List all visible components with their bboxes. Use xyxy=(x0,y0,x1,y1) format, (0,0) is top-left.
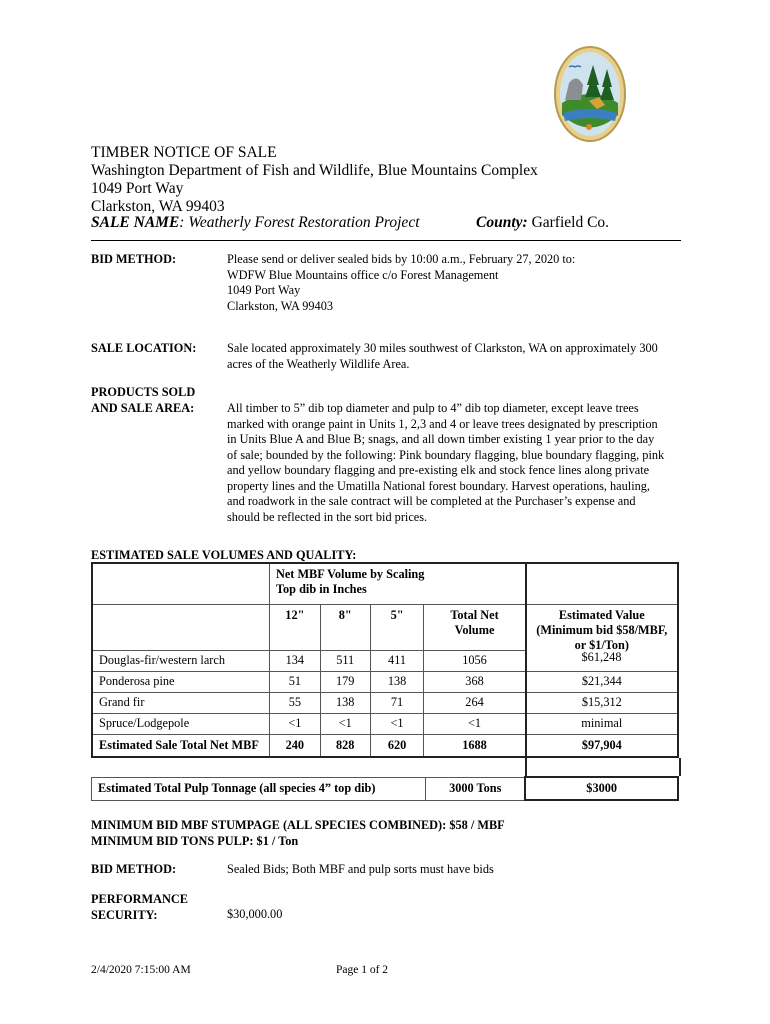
species-cell: Spruce/Lodgepole xyxy=(92,713,269,734)
county-label: County: xyxy=(476,214,528,231)
agency-city: Clarkston, WA 99403 xyxy=(91,198,225,215)
min-bid-pulp: MINIMUM BID TONS PULP: $1 / Ton xyxy=(91,834,299,848)
sale-name-value: : Weatherly Forest Restoration Project xyxy=(179,214,420,231)
products-line: property lines and the Umatilla National forest boundary. Harvest operations, hauling, xyxy=(227,478,650,493)
vol-5-cell: 138 xyxy=(370,671,424,692)
products-line: and roadwork in the sale contract will be completed at the Purchaser’s expense and xyxy=(227,494,636,508)
bid-method-2-text: Sealed Bids; Both MBF and pulp sorts must have bids xyxy=(227,862,494,876)
products-label xyxy=(91,385,195,416)
pulp-tons-cell: 3000 Tons xyxy=(426,777,526,800)
vol-5-cell: 411 xyxy=(370,650,424,671)
vol-12-cell: <1 xyxy=(269,713,320,734)
col-header-total-line: Volume xyxy=(454,622,495,637)
products-line: marked with orange paint in Units 1, 2,3 and 4 or leave trees designated by prescription xyxy=(227,416,658,431)
sale-location-line: Sale located approximately 30 miles southwest of Clarkston, WA on approximately 300 xyxy=(227,341,658,355)
volume-group-header-line: Net MBF Volume by Scaling xyxy=(275,567,425,581)
vol-8-cell: <1 xyxy=(320,713,370,734)
bid-method-label: BID METHOD: xyxy=(91,252,177,266)
table-row xyxy=(92,671,678,692)
col-header-total-line: Total Net xyxy=(450,607,499,622)
vol-5-cell: <1 xyxy=(370,713,424,734)
vol-total-cell: 368 xyxy=(424,671,526,692)
county-value: Garfield Co. xyxy=(527,214,610,231)
bid-method-2-label: BID METHOD: xyxy=(91,862,177,876)
col-header-8: 8" xyxy=(320,604,370,650)
agency-street: 1049 Port Way xyxy=(91,180,184,197)
species-cell: Ponderosa pine xyxy=(92,671,269,692)
products-line: and yellow boundary flagging and pre-existing elk and stock fence lines along private xyxy=(227,463,650,477)
products-label-line: AND SALE AREA: xyxy=(91,400,195,415)
total-12-cell: 240 xyxy=(269,734,320,757)
agency-name: Washington Department of Fish and Wildlife, Blue Mountains Complex xyxy=(91,162,538,179)
sale-location-text xyxy=(227,341,677,372)
bid-method-line: Clarkston, WA 99403 xyxy=(227,298,334,313)
value-cell: $21,344 xyxy=(526,671,678,692)
bid-method-line: WDFW Blue Mountains office c/o Forest Management xyxy=(227,267,499,282)
footer-page-number: Page 1 of 2 xyxy=(336,964,389,976)
wdfw-logo xyxy=(553,45,627,143)
performance-label-line: SECURITY: xyxy=(91,907,158,922)
pulp-label-cell: Estimated Total Pulp Tonnage (all species 4” top dib) xyxy=(92,777,426,800)
value-cell: $15,312 xyxy=(526,692,678,713)
total-value-cell: $97,904 xyxy=(526,734,678,757)
products-line: should be reflected in the sort bid prices. xyxy=(227,509,428,524)
sale-location-label: SALE LOCATION: xyxy=(91,341,197,355)
bid-method-text xyxy=(227,252,677,314)
volume-group-header xyxy=(269,563,525,604)
vol-8-cell: 138 xyxy=(320,692,370,713)
total-row xyxy=(92,734,678,757)
bid-method-line: Please send or deliver sealed bids by 10:00 a.m., February 27, 2020 to: xyxy=(227,252,576,266)
col-header-value-line: or $1/Ton) xyxy=(574,637,629,652)
sale-name-label: SALE NAME xyxy=(91,214,180,231)
total-5-cell: 620 xyxy=(370,734,424,757)
pulp-spacer xyxy=(525,758,681,776)
sale-location-line: acres of the Weatherly Wildlife Area. xyxy=(227,356,410,371)
pulp-value-cell: $3000 xyxy=(525,777,678,800)
vol-12-cell: 134 xyxy=(269,650,320,671)
table-row xyxy=(92,692,678,713)
vol-8-cell: 179 xyxy=(320,671,370,692)
vol-total-cell: 264 xyxy=(424,692,526,713)
pulp-table xyxy=(91,776,679,801)
vol-total-cell: 1056 xyxy=(424,650,526,671)
sale-name xyxy=(91,214,420,232)
value-cell: minimal xyxy=(526,713,678,734)
col-header-value-line: Estimated Value xyxy=(558,607,645,622)
notice-title: TIMBER NOTICE OF SALE xyxy=(91,144,277,161)
species-cell: Douglas-fir/western larch xyxy=(92,650,269,671)
col-header-12: 12" xyxy=(269,604,320,650)
vol-total-cell: <1 xyxy=(424,713,526,734)
species-header-cell xyxy=(92,563,269,604)
bid-method-line: 1049 Port Way xyxy=(227,283,301,297)
total-volume-cell: 1688 xyxy=(424,734,526,757)
col-header-5: 5" xyxy=(370,604,424,650)
performance-value: $30,000.00 xyxy=(227,907,283,921)
vol-8-cell: 511 xyxy=(320,650,370,671)
volumes-title: ESTIMATED SALE VOLUMES AND QUALITY: xyxy=(91,548,357,562)
value-header-top xyxy=(526,563,678,604)
species-header-cell xyxy=(92,604,269,650)
col-header-value-line: (Minimum bid $58/MBF, xyxy=(536,622,668,637)
vol-12-cell: 55 xyxy=(269,692,320,713)
header-divider xyxy=(91,240,681,241)
products-line: All timber to 5” dib top diameter and pulp to 4” dib top diameter, except leave trees xyxy=(227,401,639,415)
total-8-cell: 828 xyxy=(320,734,370,757)
table-row xyxy=(92,713,678,734)
value-cell: $61,248 xyxy=(581,650,622,664)
products-label-line: PRODUCTS SOLD xyxy=(91,385,196,399)
products-line: of sale; bounded by the following: Pink boundary flagging, blue boundary flagging, pink xyxy=(227,447,665,462)
col-header-total xyxy=(424,604,526,650)
volume-group-header-line: Top dib in Inches xyxy=(275,582,367,596)
vol-12-cell: 51 xyxy=(269,671,320,692)
species-cell: Grand fir xyxy=(92,692,269,713)
performance-label xyxy=(91,892,188,923)
total-label-cell: Estimated Sale Total Net MBF xyxy=(92,734,269,757)
county xyxy=(476,214,609,232)
min-bid-mbf: MINIMUM BID MBF STUMPAGE (ALL SPECIES COMBINED): $58 / MBF xyxy=(91,818,505,832)
footer-timestamp: 2/4/2020 7:15:00 AM xyxy=(91,964,191,976)
vol-5-cell: 71 xyxy=(370,692,424,713)
performance-label-line: PERFORMANCE xyxy=(91,892,189,906)
products-text xyxy=(227,401,677,525)
products-line: in Units Blue A and Blue B; snags, and all down timber existing 1 year prior to the day xyxy=(227,432,655,446)
